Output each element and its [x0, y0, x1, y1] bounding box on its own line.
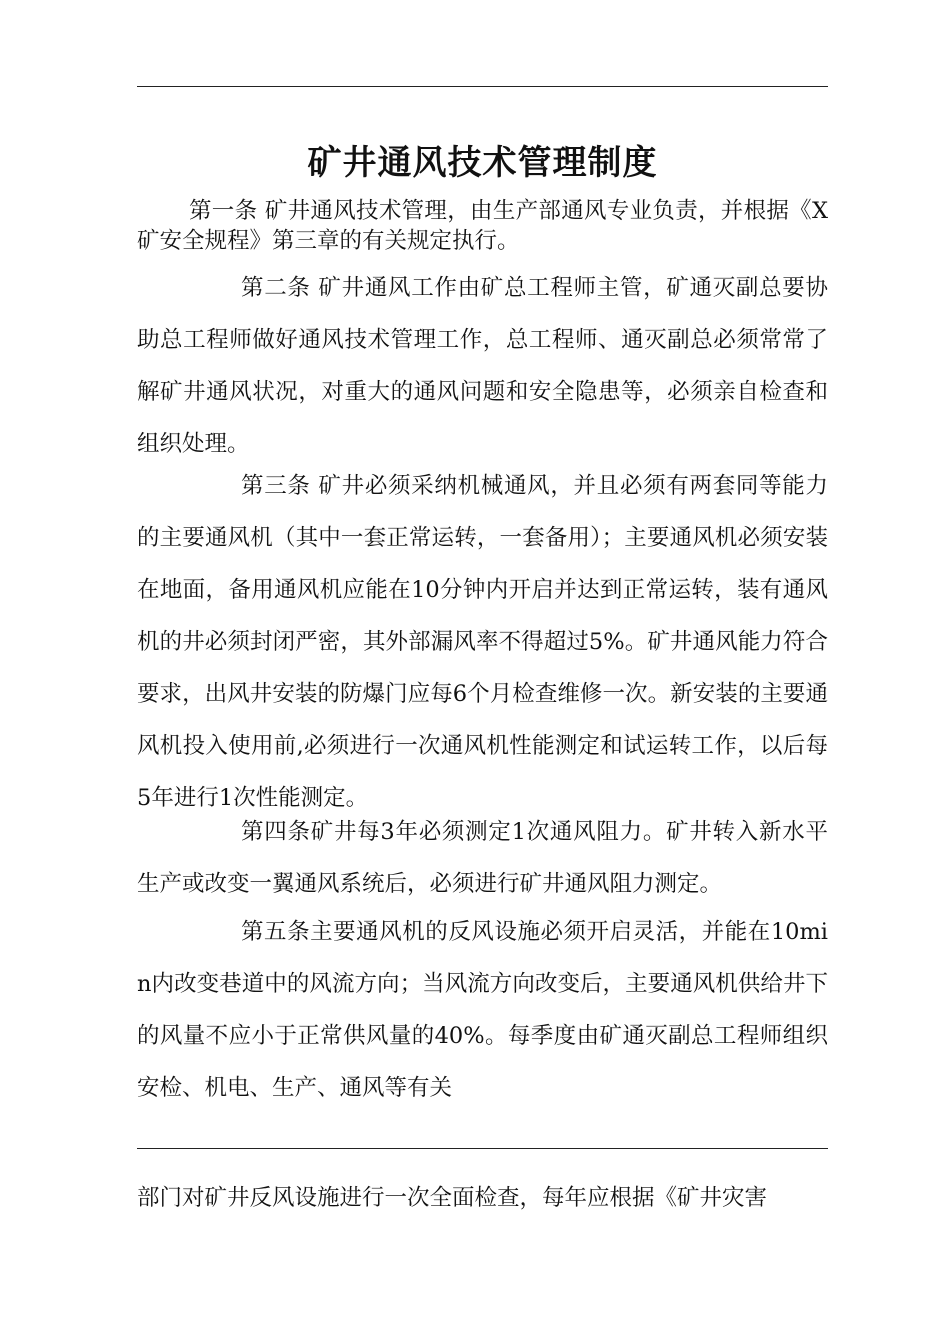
header-rule [137, 86, 828, 87]
page-break-rule [137, 1148, 828, 1149]
document-title: 矿井通风技术管理制度 [307, 142, 658, 183]
article-1-paragraph: 第一条 矿井通风技术管理，由生产部通风专业负责，并根据《X矿安全规程》第三章的有关规定执行。 [137, 198, 828, 254]
article-3-paragraph: 第三条 矿井必须采纳机械通风，并且必须有两套同等能力的主要通风机（其中一套正常运转，一套备用）；主要通风机必须安装在地面，备用通风机应能在10分钟内开启并达到正常运转，装有通风机的井必须封闭严密，其外部漏风率不得超过5%。矿井通风能力符合要求，出风井安装的防爆门应每6个月检查维修一次。新安装的主要通风机投入使用前,必须进行一次通风机性能测定和试运转工作，以后每5年进行1次性能测定。 [137, 473, 828, 811]
article-4-paragraph: 第四条矿井每3年必须测定1次通风阻力。矿井转入新水平生产或改变一翼通风系统后，必须进行矿井通风阻力测定。 [137, 819, 828, 897]
article-2-paragraph: 第二条 矿井通风工作由矿总工程师主管，矿通灭副总要协助总工程师做好通风技术管理工作，总工程师、通灭副总必须常常了解矿井通风状况，对重大的通风问题和安全隐患等，必须亲自检查和组织处理。 [137, 275, 828, 457]
continuation-paragraph: 部门对矿井反风设施进行一次全面检查，每年应根据《矿井灾害 [137, 1185, 768, 1211]
article-5-paragraph: 第五条主要通风机的反风设施必须开启灵活，并能在10min内改变巷道中的风流方向；当风流方向改变后，主要通风机供给井下的风量不应小于正常供风量的40%。每季度由矿通灭副总工程师组织安检、机电、生产、通风等有关 [137, 919, 828, 1101]
